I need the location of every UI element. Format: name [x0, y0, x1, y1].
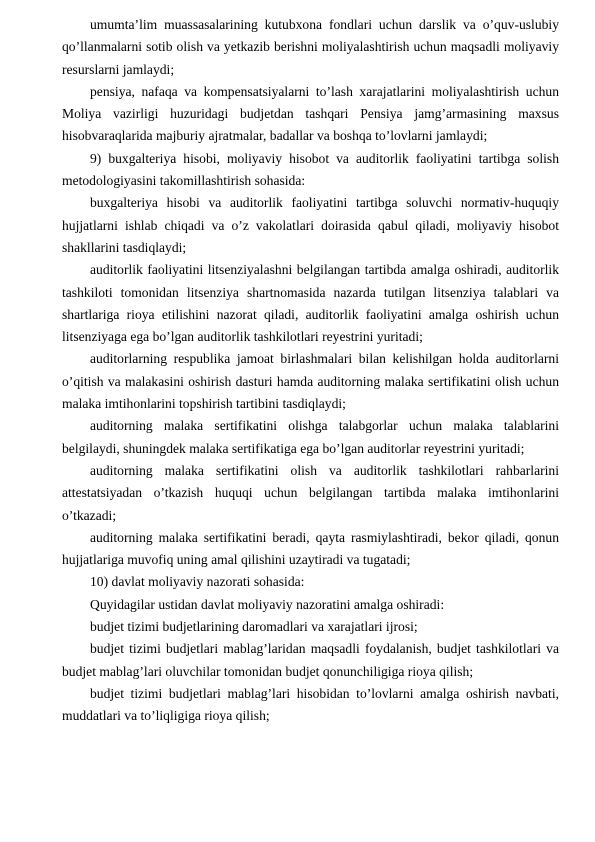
paragraph-auditor-training: auditorlarning respublika jamoat birlashmalari bilan kelishilgan holda auditorlarni o’qitish va malakasini oshirish dasturi hamda auditorning malaka sertifikatini olish uchun malaka imtihonlarini topshirish tartibini tasdiqlaydi;	[62, 351, 559, 412]
paragraph-library-funds: umumta’lim muassasalarining kutubxona fondlari uchun darslik va o’quv-uslubiy qo’llanmalarni sotib olish va yetkazib berishni moliyalashtirish uchun maqsadli moliyaviy resurslarni jamlaydi;	[62, 17, 559, 77]
paragraph-pension-fund: pensiya, nafaqa va kompensatsiyalarni to’lash xarajatlarini moliyalashtirish uchun Moliya vazirligi huzuridagi budjetdan tashqari Pensiya jamg’armasining maxsus hisobvaraqlarida majburiy ajratmalar, badallar va boshqa to’lovlarni jamlaydi;	[62, 83, 559, 144]
paragraph-audit-licensing: auditorlik faoliyatini litsenziyalashni belgilangan tartibda amalga oshiradi, auditorlik tashkiloti tomonidan litsenziya shartnomasida nazarda tutilgan litsenziya talablari va shartlariga rioya etilishini nazorat qiladi, auditorlik faoliyatini amalga oshirish uchun litsenziyaga ega bo’lgan auditorlik tashkilotlari reyestrini yuritadi;	[62, 262, 559, 345]
document-body	[62, 14, 559, 728]
paragraph-qualification-exams: auditorning malaka sertifikatini olish va auditorlik tashkilotlari rahbarlarini attestatsiyadan o’tkazish huquqi uchun belgilangan tartibda malaka imtihonlarini o’tkazadi;	[62, 462, 559, 523]
paragraph-budget-execution: budjet tizimi budjetlarining daromadlari va xarajatlari ijrosi;	[90, 619, 418, 635]
paragraph-targeted-use: budjet tizimi budjetlari mablag’laridan maqsadli foydalanish, budjet tashkilotlari va budjet mablag’lari oluvchilar tomonidan budjet qonunchiligiga rioya qilish;	[62, 641, 559, 679]
paragraph-section-9-heading: 9) buxgalteriya hisobi, moliyaviy hisobot va auditorlik faoliyatini tartibga solish metodologiyasini takomillashtirish sohasida:	[62, 150, 559, 189]
paragraph-normative-documents: buxgalteriya hisobi va auditorlik faoliyatini tartibga soluvchi normativ-huquqiy hujjatlarni ishlab chiqadi va o’z vakolatlari doirasida qabul qiladi, moliyaviy hisobot shakllarini tasdiqlaydi;	[62, 195, 559, 255]
paragraph-certificate-issuance: auditorning malaka sertifikatini beradi, qayta rasmiylashtiradi, bekor qiladi, qonun hujjatlariga muvofiq uning amal qilishini uzaytiradi va tugatadi;	[62, 529, 559, 568]
paragraph-control-intro: Quyidagilar ustidan davlat moliyaviy nazoratini amalga oshiradi:	[90, 596, 445, 612]
paragraph-payment-order: budjet tizimi budjetlari mablag’lari hisobidan to’lovlarni amalga oshirish navbati, muddatlari va to’liqligiga rioya qilish;	[62, 685, 559, 724]
paragraph-qualification-requirements: auditorning malaka sertifikatini olishga talabgorlar uchun malaka talablarini belgilaydi, shuningdek malaka sertifikatiga ega bo’lgan auditorlar reyestrini yuritadi;	[62, 418, 559, 456]
paragraph-section-10-heading: 10) davlat moliyaviy nazorati sohasida:	[90, 574, 305, 590]
